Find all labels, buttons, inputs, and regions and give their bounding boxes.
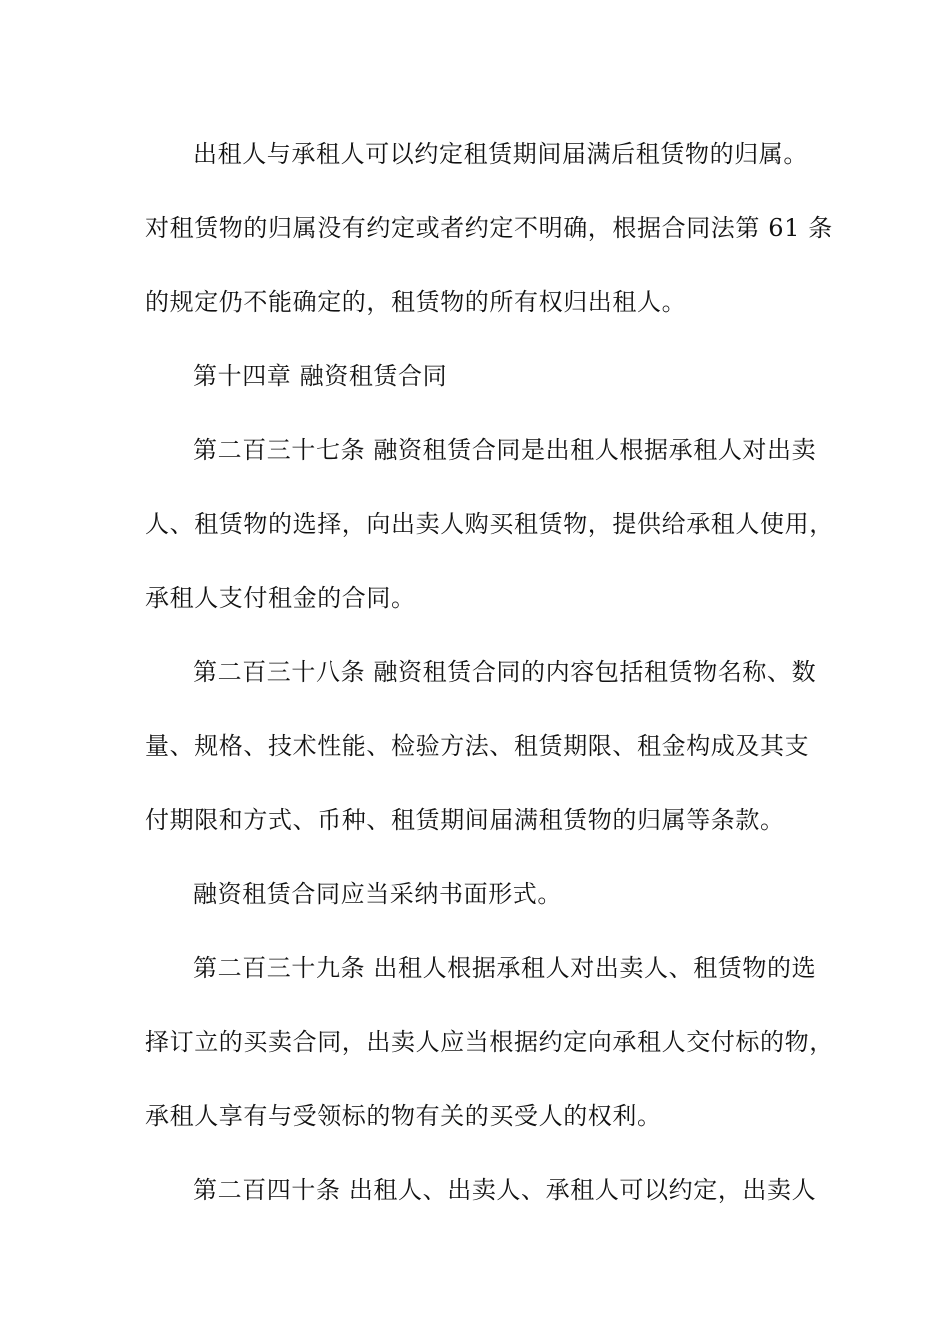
paragraph-line: 出租人与承租人可以约定租赁期间届满后租赁物的归属。 xyxy=(193,140,808,168)
paragraph-line: 承租人支付租金的合同。 xyxy=(145,584,416,612)
paragraph-line: 第二百三十八条 融资租赁合同的内容包括租赁物名称、数 xyxy=(193,658,817,686)
paragraph-line: 的规定仍不能确定的，租赁物的所有权归出租人。 xyxy=(145,288,687,316)
paragraph-line: 对租赁物的归属没有约定或者约定不明确，根据合同法第 61 条 xyxy=(145,214,833,242)
paragraph-line: 量、规格、技术性能、检验方法、租赁期限、租金构成及其支 xyxy=(145,732,810,760)
paragraph-line: 第二百三十七条 融资租赁合同是出租人根据承租人对出卖 xyxy=(193,436,817,464)
paragraph-line: 择订立的买卖合同，出卖人应当根据约定向承租人交付标的物， xyxy=(145,1028,834,1056)
paragraph-line: 第二百四十条 出租人、出卖人、承租人可以约定，出卖人 xyxy=(193,1176,817,1204)
paragraph-line: 人、租赁物的选择，向出卖人购买租赁物，提供给承租人使用， xyxy=(145,510,834,538)
paragraph-line: 承租人享有与受领标的物有关的买受人的权利。 xyxy=(145,1102,662,1130)
chapter-heading: 第十四章 融资租赁合同 xyxy=(193,362,448,390)
paragraph-line: 第二百三十九条 出租人根据承租人对出卖人、租赁物的选 xyxy=(193,954,817,982)
paragraph-line: 付期限和方式、币种、租赁期间届满租赁物的归属等条款。 xyxy=(145,806,785,834)
paragraph-line: 融资租赁合同应当采纳书面形式。 xyxy=(193,880,562,908)
